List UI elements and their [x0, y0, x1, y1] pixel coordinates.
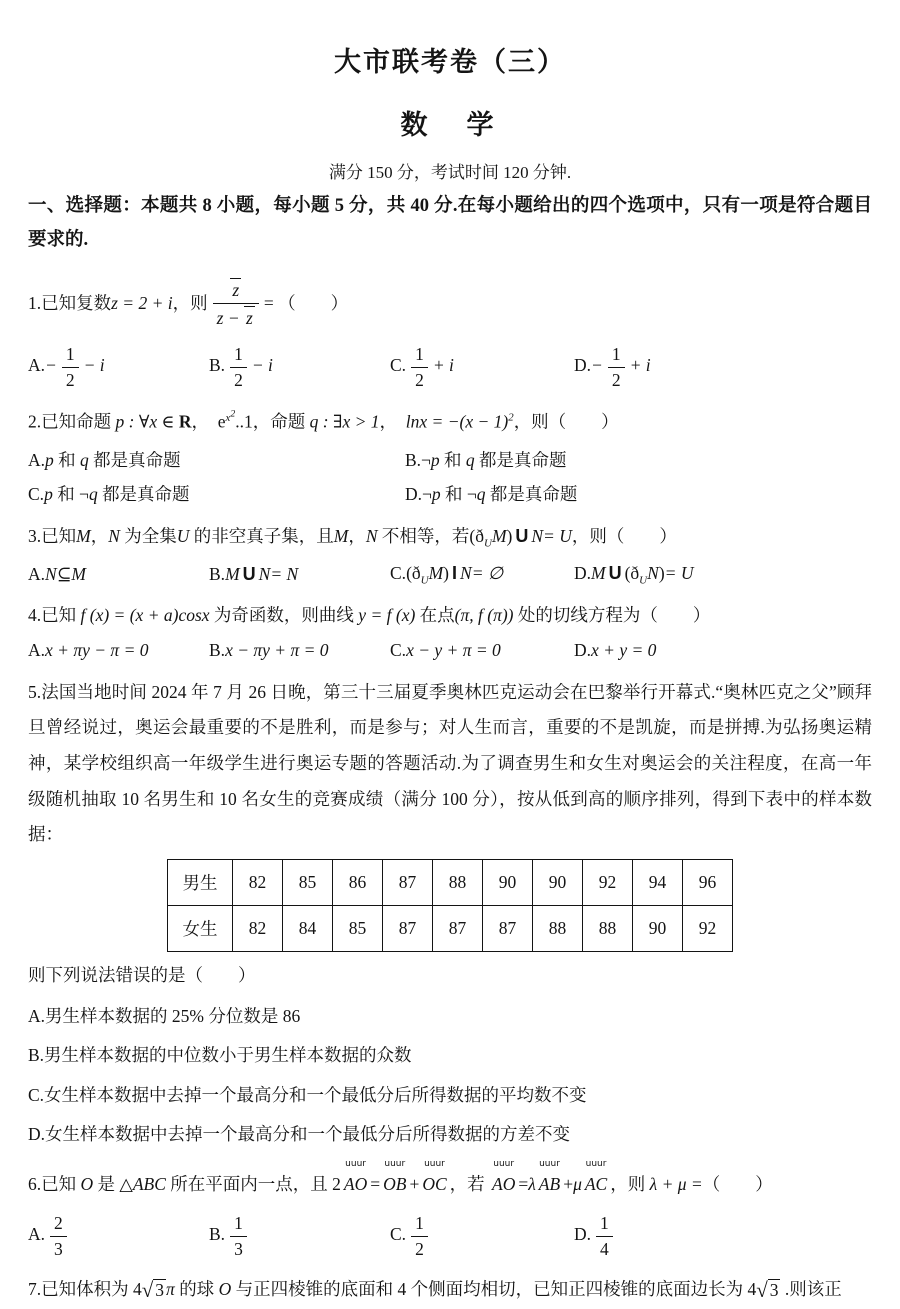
math-fragment: M	[491, 526, 507, 547]
question-2-options-row-1	[28, 447, 872, 472]
option-c	[390, 1212, 574, 1260]
table-cell: 87	[383, 906, 433, 952]
question-1	[28, 271, 872, 391]
complement-symbol: ð	[630, 562, 640, 583]
vector-letters: OC	[422, 1174, 447, 1195]
option-a	[28, 564, 209, 585]
table-cell: 88	[533, 906, 583, 952]
question-2-stem	[28, 405, 872, 438]
table-cell: 82	[233, 906, 283, 952]
math-fragment: q	[476, 484, 486, 505]
option-label: D.	[574, 1224, 592, 1245]
fraction-denominator: 2	[65, 370, 75, 391]
text-run: 和 ¬	[52, 484, 89, 505]
question-4-options	[28, 640, 872, 661]
math-fragment: +	[409, 1174, 420, 1195]
subject-title: 数 学	[400, 110, 500, 140]
option-label: D.	[574, 355, 592, 376]
vector	[492, 1159, 516, 1204]
math-fragment: y = f (x)	[358, 605, 416, 626]
math-fragment: N	[531, 526, 544, 547]
math-fragment: f (x) = (x + a)cosx	[80, 605, 210, 626]
math-fragment: q	[465, 450, 475, 471]
math-fragment: O	[218, 1279, 232, 1300]
math-fragment: ..1	[235, 411, 253, 432]
math-fragment: x + πy − π = 0	[45, 639, 149, 660]
vector-arrow-mark: uuur	[345, 1159, 366, 1170]
fraction-numerator: 1	[596, 1212, 613, 1237]
paren: )	[506, 526, 513, 547]
math-fragment: N	[108, 526, 120, 547]
option-d	[574, 563, 872, 587]
table-cell: 82	[233, 860, 283, 906]
table-cell: 86	[333, 860, 383, 906]
math-fragment: q	[88, 484, 98, 505]
fraction	[230, 343, 247, 391]
table-cell: 92	[583, 860, 633, 906]
option-label: C.	[390, 562, 407, 583]
option-label: C.	[390, 639, 407, 660]
sqrt-radical	[142, 1279, 166, 1302]
option-label: C.	[390, 355, 407, 376]
math-fragment: λ	[528, 1174, 536, 1195]
text-run: ，	[90, 526, 109, 547]
union-symbol: U	[608, 562, 622, 583]
text-run: 和 ¬	[440, 484, 477, 505]
question-5-ask: 则下列说法错误的是（ ）	[28, 965, 256, 986]
math-fragment: △ABC	[119, 1174, 166, 1195]
math-fragment: p	[431, 484, 441, 505]
fraction-denominator: 3	[54, 1239, 63, 1260]
vector-arrow-mark: uuur	[493, 1159, 515, 1170]
option-label: D.¬	[405, 484, 432, 505]
fraction-numerator: 1	[230, 1212, 247, 1237]
vector-arrow-mark: uuur	[424, 1159, 445, 1170]
sign: −	[45, 355, 57, 376]
row-header: 女生	[168, 906, 233, 952]
option-label: B.	[209, 639, 226, 660]
text-run: 与正四棱锥的底面和 4 个侧面均相切，已知正四棱锥的底面边长为	[231, 1279, 748, 1300]
math-fragment: x − πy + π = 0	[225, 639, 329, 660]
text-run: 都是真命题	[485, 484, 578, 505]
paren: (	[624, 562, 631, 583]
fraction	[411, 343, 428, 391]
text-run: ，	[379, 411, 406, 432]
fraction-numerator: 1	[62, 343, 79, 368]
vector-arrow-mark: uuur	[539, 1159, 560, 1170]
option-label: B.¬	[405, 450, 431, 471]
question-3-stem	[28, 520, 872, 554]
math-fragment: x − y + π = 0	[406, 639, 501, 660]
text-run: ，则	[610, 1174, 650, 1195]
option-d	[574, 343, 872, 391]
radicand: 3	[155, 1280, 165, 1301]
question-6	[28, 1159, 872, 1260]
option-a	[28, 640, 209, 661]
text-run: ，命题	[252, 411, 310, 432]
union-symbol: U	[242, 563, 256, 584]
answer-blank: ，则（ ）	[513, 411, 619, 432]
fraction-numerator: 2	[50, 1212, 67, 1237]
math-fragment: = ∅	[471, 562, 504, 583]
superscript	[225, 408, 236, 425]
math-fragment: − i	[83, 355, 105, 376]
text-run: ，若	[449, 1174, 489, 1195]
subscript: U	[639, 574, 648, 587]
option-a	[28, 1212, 209, 1260]
subset-symbol: ⊆	[56, 563, 72, 584]
question-5	[28, 675, 872, 1150]
fraction-denominator: 2	[234, 370, 243, 391]
math-fragment: p	[45, 450, 54, 471]
subscript: U	[484, 537, 492, 550]
math-fragment: = U	[664, 562, 694, 583]
question-1-options	[28, 343, 872, 391]
math-fragment: − i	[251, 355, 273, 376]
table-cell: 87	[383, 860, 433, 906]
table-row-boys	[168, 860, 733, 906]
table-cell: 85	[283, 860, 333, 906]
answer-blank: 处的切线方程为（ ）	[513, 605, 711, 626]
option-d	[574, 1212, 872, 1260]
text-run: 都是真命题	[88, 450, 181, 471]
section-heading: 一、选择题：本题共 8 小题，每小题 5 分，共 40 分.在每小题给出的四个选项中，只有一项是符合题目要求的.	[28, 196, 872, 251]
table-cell: 90	[483, 860, 533, 906]
math-fragment: M	[76, 526, 91, 547]
text-run: 和	[439, 450, 466, 471]
fraction	[62, 343, 79, 391]
math-fragment: =	[370, 1174, 381, 1195]
math-fragment: +	[563, 1174, 574, 1195]
vector-letters: AO	[492, 1174, 516, 1195]
text-run: 的非空真子集，且	[189, 526, 334, 547]
paren: (	[406, 562, 412, 583]
math-fragment: p	[44, 484, 53, 505]
superscript: 2	[230, 408, 236, 420]
option-b	[209, 343, 390, 391]
sqrt-sign: √	[141, 1278, 154, 1303]
fraction-denominator: 4	[600, 1239, 609, 1260]
subscript: U	[420, 574, 429, 587]
option-label: C.	[28, 484, 45, 505]
option-b: B.男生样本数据的中位数小于男生样本数据的众数	[28, 1045, 412, 1066]
math-fragment: 2	[332, 1174, 341, 1195]
answer-blank: ，则（ ）	[571, 526, 677, 547]
sqrt-sign: √	[756, 1278, 768, 1303]
exam-title: 大市联考卷（三）	[334, 47, 566, 77]
option-c	[390, 343, 574, 391]
fraction-numerator	[213, 277, 259, 304]
math-fragment: M	[428, 562, 444, 583]
vector	[343, 1159, 368, 1204]
math-fragment: N	[258, 563, 271, 584]
fraction	[213, 277, 259, 329]
vector	[584, 1159, 608, 1204]
option-label: B.	[209, 1224, 226, 1245]
math-fragment: 4	[133, 1279, 142, 1300]
text-run: 7.已知体积为	[28, 1279, 133, 1300]
fraction-denominator: 2	[415, 1239, 424, 1260]
question-1-stem	[28, 271, 872, 335]
fraction-denominator: 2	[611, 370, 621, 391]
math-fragment: M	[591, 562, 606, 583]
option-label: D.	[574, 639, 592, 660]
math-fragment: + i	[629, 355, 651, 376]
text-run: 4.已知	[28, 605, 81, 626]
paren: )	[443, 562, 449, 583]
math-fragment: x	[225, 412, 231, 425]
sign: −	[591, 355, 603, 376]
question-4-stem	[28, 600, 872, 632]
option-c	[28, 481, 405, 506]
vector-arrow-mark: uuur	[585, 1159, 607, 1170]
table-cell: 87	[433, 906, 483, 952]
question-6-stem	[28, 1159, 872, 1204]
sqrt-radical	[756, 1279, 780, 1302]
question-7	[28, 1274, 872, 1306]
vector	[422, 1159, 447, 1204]
text-run: 6.已知	[28, 1174, 81, 1195]
math-fragment: q	[80, 450, 89, 471]
math-fragment: N	[460, 562, 472, 583]
option-c: C.女生样本数据中去掉一个最高分和一个最低分后所得数据的平均数不变	[28, 1084, 587, 1105]
question-4	[28, 600, 872, 661]
text-run: ，	[191, 411, 218, 432]
complement-symbol: ð	[411, 562, 421, 583]
question-6-options	[28, 1212, 872, 1260]
math-fragment: (π, f (π))	[454, 605, 514, 626]
fraction-numerator: 1	[230, 343, 247, 368]
table-cell: 85	[333, 906, 383, 952]
table-row-girls	[168, 906, 733, 952]
vector-letters: AO	[343, 1174, 368, 1195]
option-label: A.	[28, 1224, 46, 1245]
radicand: 3	[769, 1280, 779, 1301]
intersect-symbol: I	[452, 562, 458, 583]
math-fragment: = N	[270, 563, 299, 584]
math-fragment: μ	[573, 1174, 582, 1195]
math-fragment: λ + μ =	[649, 1174, 703, 1195]
math-fragment: p	[430, 450, 440, 471]
math-fragment: z −	[216, 308, 245, 329]
fraction-numerator: 1	[411, 343, 428, 368]
conjugate-overline: z	[232, 280, 240, 301]
option-label: D.	[574, 562, 592, 583]
question-2	[28, 405, 872, 506]
option-b	[209, 1212, 390, 1260]
option-label: A.	[28, 639, 46, 660]
vector	[383, 1159, 407, 1204]
conjugate-overline: z	[246, 308, 253, 329]
text-run: 2.已知命题	[28, 411, 116, 432]
math-fragment: p : ∀x ∈	[115, 411, 179, 432]
table-cell: 84	[283, 906, 333, 952]
option-d	[574, 640, 872, 661]
math-fragment: lnx = −(x − 1)	[405, 411, 509, 432]
fraction	[50, 1212, 67, 1260]
math-fragment: + i	[432, 355, 454, 376]
row-header: 男生	[168, 860, 233, 906]
answer-blank: （ ）	[702, 1174, 773, 1195]
option-a	[28, 343, 209, 391]
option-label: B.	[209, 355, 226, 376]
text-run: 都是真命题	[474, 450, 567, 471]
fraction	[596, 1212, 613, 1260]
math-fragment: N	[647, 562, 659, 583]
math-fragment: =	[518, 1174, 529, 1195]
vector	[538, 1159, 561, 1204]
text-run: 所在平面内一点，且	[165, 1174, 333, 1195]
table-cell: 92	[683, 906, 733, 952]
option-d: D.女生样本数据中去掉一个最高分和一个最低分后所得数据的方差不变	[28, 1124, 571, 1145]
fraction-denominator: 3	[234, 1239, 243, 1260]
question-2-options-row-2	[28, 481, 872, 506]
math-fragment: π	[166, 1279, 175, 1300]
paren: )	[658, 562, 665, 583]
text-run: 不相等，若	[377, 526, 470, 547]
text-run: 是	[93, 1174, 120, 1195]
text-run: 为奇函数，则曲线	[209, 605, 359, 626]
table-cell: 88	[583, 906, 633, 952]
math-fragment: M	[333, 526, 349, 547]
table-cell: 96	[683, 860, 733, 906]
math-fragment: x + y = 0	[591, 639, 657, 660]
table-cell: 90	[533, 860, 583, 906]
paren: (	[469, 526, 476, 547]
text-run: 在点	[415, 605, 455, 626]
option-label: A.	[28, 450, 46, 471]
superscript: 2	[508, 412, 514, 425]
math-fragment: N	[365, 526, 378, 547]
fraction	[411, 1212, 428, 1260]
math-fragment: M	[225, 563, 240, 584]
option-d	[405, 481, 872, 506]
fraction-denominator	[213, 304, 259, 329]
exam-meta: 满分 150 分，考试时间 120 分钟.	[328, 163, 572, 182]
option-label: A.	[28, 355, 46, 376]
table-cell: 88	[433, 860, 483, 906]
math-fragment: q : ∃x > 1	[309, 411, 380, 432]
text-run: 为全集	[119, 526, 177, 547]
table-cell: 87	[483, 906, 533, 952]
text-run: 和	[53, 450, 81, 471]
math-fragment: N	[45, 563, 57, 584]
text-run: 的球	[174, 1279, 219, 1300]
question-3-options	[28, 563, 872, 587]
math-fragment: M	[71, 563, 86, 584]
text-run: 1.已知复数	[28, 293, 112, 314]
fraction-numerator: 1	[411, 1212, 428, 1237]
option-b	[209, 564, 390, 585]
answer-blank: = （ ）	[263, 293, 349, 314]
option-label: B.	[209, 563, 226, 584]
option-a	[28, 447, 405, 472]
vector-arrow-mark: uuur	[384, 1159, 406, 1170]
option-b	[209, 640, 390, 661]
option-b	[405, 447, 872, 472]
text-run: .则该正	[780, 1279, 842, 1300]
option-c	[390, 563, 574, 587]
complement-symbol: ð	[475, 526, 484, 547]
option-label: A.	[28, 563, 46, 584]
vector-letters: OB	[383, 1174, 407, 1195]
text-run: 都是真命题	[97, 484, 190, 505]
fraction	[608, 343, 625, 391]
math-fragment: U	[176, 526, 190, 547]
fraction-denominator: 2	[415, 370, 424, 391]
math-fragment: = U	[543, 526, 572, 547]
fraction-numerator: 1	[608, 343, 625, 368]
math-fragment: O	[80, 1174, 94, 1195]
vector-letters: AB	[538, 1174, 561, 1195]
question-7-stem	[28, 1274, 872, 1306]
fraction	[230, 1212, 247, 1260]
text-run: 3.已知	[28, 526, 77, 547]
option-c	[390, 640, 574, 661]
option-label: C.	[390, 1224, 407, 1245]
math-fragment: R	[178, 411, 192, 432]
math-fragment: e	[217, 411, 226, 432]
question-3	[28, 520, 872, 586]
question-5-stem: 5.法国当地时间 2024 年 7 月 26 日晚，第三十三届夏季奥林匹克运动会在巴黎举行开幕式.“奥林匹克之父”顾拜旦曾经说过，奥运会最重要的不是胜利，而是参与；对人生而言，重要的不是凯旋，而是拼搏.为弘扬奥运精神，某学校组织高一年级学生进行奥运专题的答题活动.为了调查男生和女生对奥运会的关注程度，在高一年级随机抽取 10 名男生和 10 名女生的竞赛成绩（满分 100 分），按从低到高的顺序排列，得到下表中的样本数据：	[28, 681, 872, 845]
union-symbol: U	[515, 526, 529, 547]
math-fragment: 4	[747, 1279, 757, 1300]
table-cell: 94	[633, 860, 683, 906]
option-a: A.男生样本数据的 25% 分位数是 86	[28, 1005, 301, 1026]
vector-letters: AC	[584, 1174, 608, 1195]
text-run: ，	[348, 526, 366, 547]
table-cell: 90	[633, 906, 683, 952]
text-run: ，则	[172, 293, 208, 314]
scores-table	[167, 859, 733, 952]
math-fragment: z = 2 + i	[111, 293, 173, 314]
